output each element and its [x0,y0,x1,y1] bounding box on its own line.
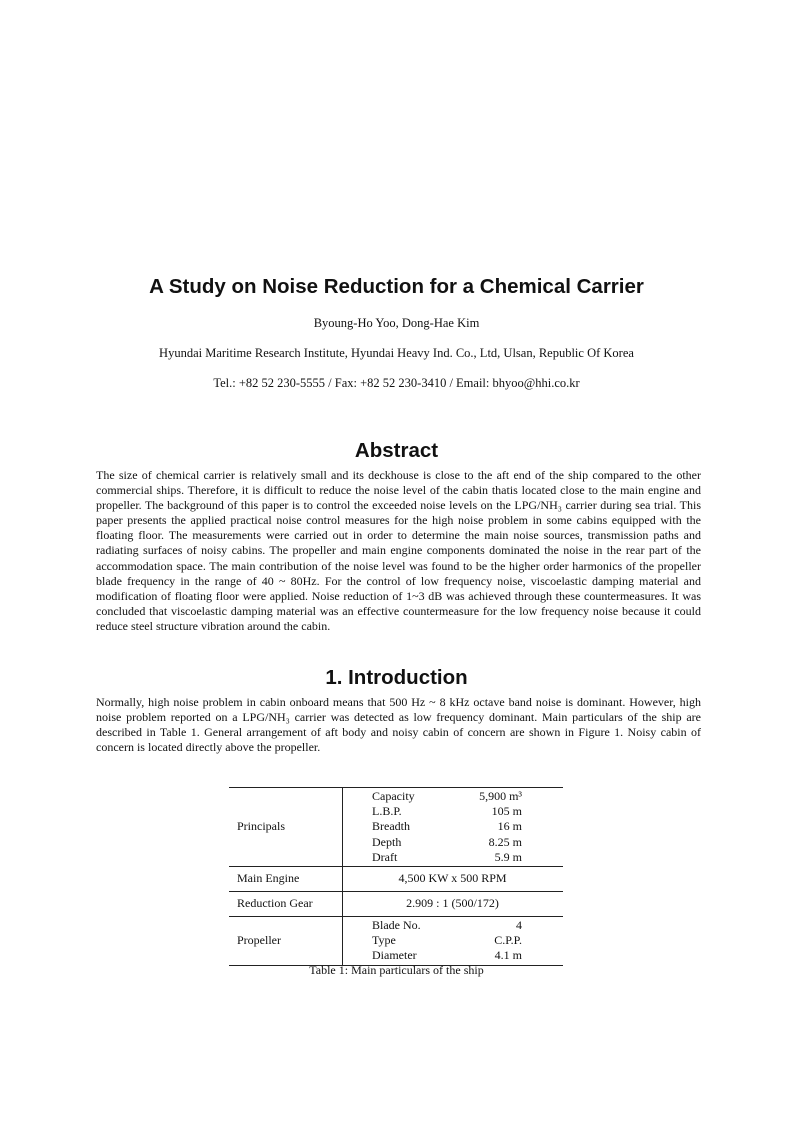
propeller-label: Propeller [237,933,281,947]
table-row-reduction-gear [229,891,563,916]
principals-label: Principals [237,819,285,833]
table-row-main-engine [229,866,563,891]
main-engine-label: Main Engine [237,871,300,885]
abstract-text: The size of chemical carrier is relatively small and its deckhouse is close to the aft end of the ship compared to the other commercial ships. Therefore, it is difficult to reduce the noise level of the cabin thatis located close to the main engine and propeller. The background of this paper is to control the exceeded noise levels on the LPG/NH₃ carrier during sea trial. This paper presents the applied practical noise control measures for the high noise problem in some cabins equipped with the floating floor. The measurements were carried out in order to determine the main noise sources, transmission paths and radiating surfaces of noisy cabins. The propeller and main engine components dominated the noise in the rear part of the accommodation space. The main contribution of the noise level was found to be the higher order harmonics of the propeller blade frequency in the range of 40 ~ 80Hz. For the control of low frequency noise, viscoelastic damping material and modification of floating floor were applied. Noise reduction of 1~3 dB was achieved through these countermeasures. It was concluded that viscoelastic damping material was an effective countermeasure for the low frequency noise because it could reduce steel structure vibration around the cabin. [96,468,701,633]
principals-values [372,789,522,865]
table-row-propeller [229,916,563,966]
main-particulars-table [229,787,563,966]
authors: Byoung-Ho Yoo, Dong-Hae Kim [313,316,480,330]
abstract-heading: Abstract [354,439,439,462]
table-subrow: Depth 8.25 m [372,834,522,849]
introduction-body [96,695,701,755]
table-subrow: Capacity 5,900 m³ [372,789,522,803]
reduction-gear-label: Reduction Gear [237,896,313,910]
table-subrow: Type C.P.P. [372,933,522,948]
main-engine-value: 4,500 KW x 500 RPM [398,871,507,885]
table-subrow: L.B.P. 105 m [372,804,522,819]
paper-title: A Study on Noise Reduction for a Chemical Carrier [149,275,644,298]
introduction-heading: 1. Introduction [325,666,468,689]
contact-info: Tel.: +82 52 230-5555 / Fax: +82 52 230-3410 / Email: bhyoo@hhi.co.kr [213,376,580,390]
abstract-body [96,468,701,634]
propeller-values [372,918,522,964]
table-subrow: Blade No. 4 [372,918,522,932]
table-subrow: Draft 5.9 m [372,849,522,864]
introduction-text: Normally, high noise problem in cabin onboard means that 500 Hz ~ 8 kHz octave band noise is dominant. However, high noise problem reported on a LPG/NH₃ carrier was detected as low frequency dominant. Main particulars of the ship are described in Table 1. General arrangement of aft body and noisy cabin of concern are shown in Figure 1. Noisy cabin of concern is located directly above the propeller. [96,695,701,755]
affiliation: Hyundai Maritime Research Institute, Hyundai Heavy Ind. Co., Ltd, Ulsan, Republic Of Korea [159,346,634,360]
table-subrow: Breadth 16 m [372,819,522,834]
reduction-gear-value: 2.909 : 1 (500/172) [406,896,499,910]
table-row-principals [229,787,563,866]
table-caption: Table 1: Main particulars of the ship [309,963,484,977]
table-subrow: Diameter 4.1 m [372,948,522,963]
